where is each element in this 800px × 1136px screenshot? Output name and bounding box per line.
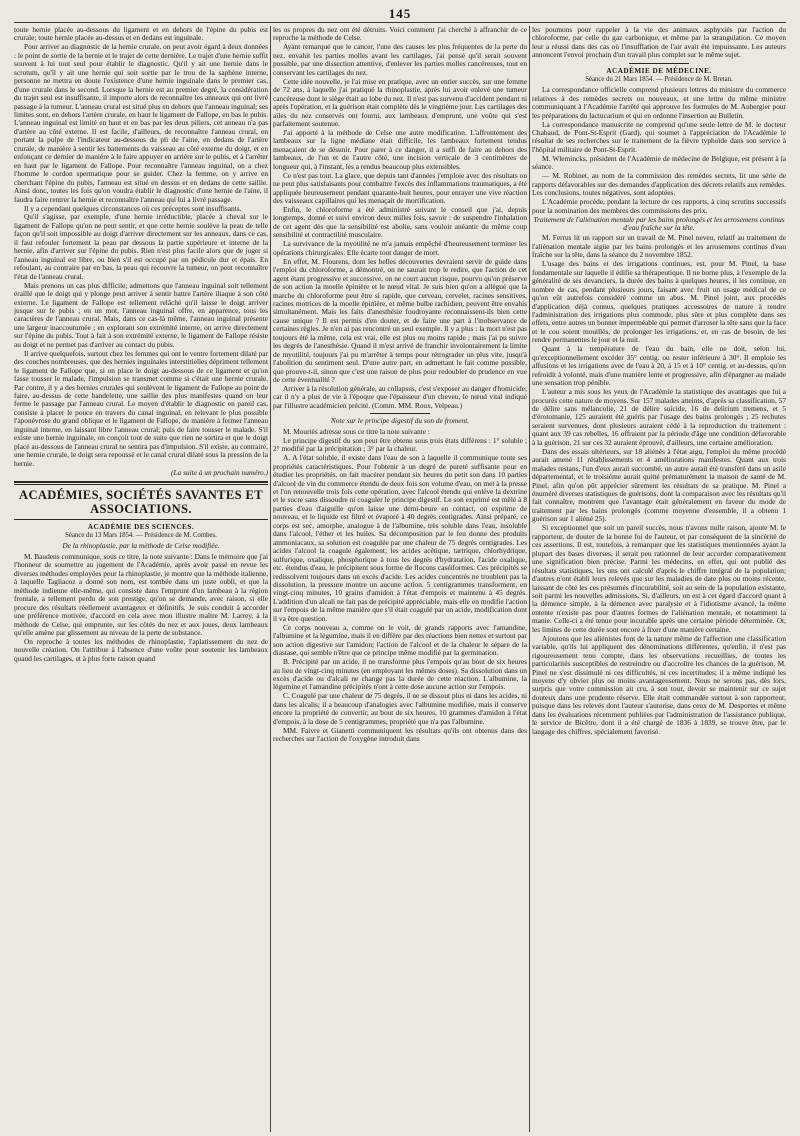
separator [629,63,689,64]
article-title: Note sur le principe digestif du son de froment. [330,416,470,426]
paragraph: La correspondance manuscrite ne comprend qu'une seule lettre de M. le docteur Chabaud, de Pont-St-Esprit (Gard), qui soumet à l'appréciation de l'Académie le résultat de ses recherches sur le traitement de la fièvre typhoïde dans son service à l'hôpital militaire de Pont-St-Esprit. [532,119,786,154]
paragraph: C. Coagulé par une chaleur de 75 degrés, il ne se dissout plus ni dans les acides, ni dans les alcalis; il a beaucoup d'analogies avec l'albumine modifiée, mais il conserve encore la propriété de convertir, au bout de six heures, 10 grammes d'amidon à l'état d'empois, à la dose de 5 centigrammes, propriété que n'a pas l'albumine. [273,691,527,726]
paragraph: La correspondance officielle comprend plusieurs lettres du ministre du commerce relatives à des remèdes secrets ou nouveaux, et une lettre du même ministre communiquant à l'Académie l'arrêté qui approuve les formules de M. Aubergier pour les préparations du lactucarium et qui en ordonne l'insertion au Bulletin. [532,85,786,120]
section-title: ACADÉMIES, SOCIÉTÉS SAVANTES ET ASSOCIATIONS. [19,488,263,517]
paragraph: Il y a cependant quelques circonstances où ces préceptes sont insuffisants. [24,203,242,213]
paragraph: L'usage des bains et des irrigations continues, est, pour M. Pinel, la base fondamentale sur laquelle il édifie sa thérapeutique. Il ne borne plus, à l'exemple de la généralité de ses devanciers, la durée des bains à quelques heures, il les continue, en nombre de cas, pendant plusieurs jours, faisant avec fruit un usage médical de ce qu'on eût autrefois considéré comme un abus. M. Pinel joint, aux procédés d'application déjà connus, quelques pratiques accessoires de nature à rendre l'administration des irrigations plus commode, plus sûre et plus complète dans ses effets, entre autres un bonnet imperméable qui permet d'arroser la tête sans que la face et le cou soient mouillés, de prolonger les irrigations, et, en cas de besoin, de les rendre permanentes le jour et la nuit. [532,259,786,345]
paragraph: J'ai apporté à la méthode de Celse une autre modification. L'affrontement des lambeaux sur la ligne médiane était difficile, les lambeaux fortement tendus menaçaient de se désunir. Pour parer à ce danger, il a suffi de faire au dehors des lambeaux, de l'un et de l'autre côté, une incision verticale de 3 centimètres de longueur qui, à l'instant, les a rendus beaucoup plus extensibles. [273,127,527,171]
paragraph: A. A l'état soluble, il existe dans l'eau de son à laquelle il communique toute ses propriétés caractéristiques. Pour l'obtenir à un degré de pureté suffisante pour en étudier les propriétés, on fait macérer pendant six heures du petit son dans 10 parties d'alcool de vin du commerce étendu de deux fois son volume d'eau, on met à la presse et l'on renouvelle trois fois cette opération, avec l'alcool étendu qui enlève la dextrine et le sucre sans dissoudre ni coaguler le principe digestif. Le son exprimé est mêlé à 8 parties d'eau d'aiguille qu'on laisse une demi-heure en contact, on exprime de nouveau, et le liquide est filtré et évaporé à 40 degrés centigrades. Ainsi préparé, ce corps est sec, amorphe, analogue à de l'albumine, très soluble dans l'eau, insoluble dans l'alcool, l'éther et les huiles. Sa décomposition par le feu donne des produits ammoniacaux, sa solution est coagulée par une chaleur de 75 degrés centigrades. Les acides l'alcool la coagule également; les acides acétique, tartrique, chlorhydrique, sulfurique, oxalique, phosphorique à tous les degrés d'hydratation, l'acide oxalique, etc. étendus d'eau, le précipitent sous forme de flocons caséiformes. Ces précipités se redissolvent toujours dans un excès d'acide. Les acides concentrés ne troublent pas la dissolution, la pressure montre un aucune action. 5 centigrammes transforment, en vingt-cinq minutes, 10 grains d'amidon à l'état d'empois et maintenu à 45 degrés. L'addition d'un alcali ne fait pas de précipité appréciable, mais elle en modifie l'action sur l'empois de la même manière que s'il était coagulé par un acide, modification dont il va être question. [273,453,527,623]
paragraph: M. Wlemincks, président de l'Académie de médecine de Belgique, est présent à la séance. [532,153,786,172]
column-divider [270,26,271,1132]
paragraph: M. Baudens communique, sous ce titre, la note suivante : Dans le mémoire que j'ai l'honneur de soumettre au jugement de l'Académie, après avoir passé en revue les diverses méthodes employées pour la rhinoplastie, je montre que la méthode italienne, à laquelle Tagliacoz a donné son nom, est tombée dans un juste oubli, et que la méthode indienne elle-même, qui consiste dans l'emprunt d'un lambeau à la région frontale, a tellement perdu de son prestige, qu'on se demande, avec raison, si elle procure des résultats réellement avantageux et définitifs. Je suis conduit à accorder une préférence motivée, d'accord en cela avec mon illustre maître M. Larrey, à la méthode de Celse, qui emprunte, sur les côtés du nez et aux joues, deux lambeaux qu'elle amène par glissement au niveau de la perte de substance. [14,551,268,637]
paragraph: MM. Faivre et Gianetti communiquent les résultats qu'ils ont obtenus dans des recherches sur l'action de l'oxygène introduit dans [273,725,527,744]
paragraph: Pour arriver au diagnostic de la hernie crurale, on peut avoir égard à deux données : le point de sortie de la hernie et le trajet de cette dernière. Le trajet d'une hernie suffit souvent à lui tout seul pour établir le diagnostic. Qu'il y ait une hernie dans le scrotum, qu'il y ait une hernie qui soit sortie par le trou de la saphène interne, personne ne mettra en doute l'existence d'une hernie inguinale dans le premier cas, d'une crurale dans le second. Lorsque la hernie est au premier degré, la considération du trajet seul est insuffisante, il importe alors de reconnaître les anneaux qui ont livré passage à la tumeur. L'anneau crural est situé plus en dehors que l'anneau inguinal; ses limites sont, en dehors l'artère crurale, en haut le ligament de Fallope, en bas le pubis. L'anneau inguinal est limité en haut et en bas par les deux piliers, cet anneau n'a pas d'artère au côté externe. Il est facile, d'ailleurs, de reconnaître l'anneau crural, en portant la pulpe de l'indicateur au-dessous du pli de l'aine, en dedans de l'artère crurale, de manière à sentir les battements du vaisseau au côté externe du doigt, et en enfonçant ce dernier de manière à le faire appuyer en arrière sur le pubis, et à l'arrêter en haut par le ligament de Fallope. Pour reconnaître l'anneau inguinal, on a chez l'homme le cordon spermatique pour se guider. Chez la femme, on y arrive en cherchant l'épine du pubis, l'anneau est situé en dessus et en dedans de cette saillie. Ainsi donc, toutes les fois qu'on voudra établir le diagnostic d'une hernie de l'aine, il faudra faire rentrer la hernie et reconnaître l'anneau qui lui a livré passage. [14,42,268,204]
paragraph: Ajoutons que les aliénistes font de la nature même de l'affection une classification variable, qu'ils lui appliquent des dénominations différentes, qu'enfin, il n'est pas rigoureusement tenu compte, dans les observations recueillies, de toutes les particularités susceptibles de restreindre ou d'accroître les chances de la guérison. M. Pinel ne s'est dissimulé ni ces difficultés, ni ces incertitudes; il a même indiqué les moyens d'y obvier plus ou moins avantageusement. Nous ne serons pas, dès lors, surpris que votre commission ait cru, à son tour, devoir se maintenir sur ce sujet douteux dans une prudente réserve. Elle était commandée surtout à son rapporteur, puisque dans les relevés dont l'auteur s'autorise, dans ceux de M. Desportes et même dans les évaluations récemment publiées par l'administration de l'assistance publique, le service de Bicêtre, dont il a été chargé de 1836 à 1839, se trouve être, par le langage des chiffres, spécialement favorisé. [532,633,786,736]
paragraph: L'auteur a mis sous les yeux de l'Académie la statistique des avantages que lui a procurés cette nature de moyens. Sur 157 malades atteints, d'après sa classification, 57 de délire sans mélancolie, 21 de délire suicide, 16 de delirium tremens, et 5 d'érotomanie, 125 auraient été guéris par l'usage des bains prolongés ; 25 rechutes seraient survenues, dont plusieurs auraient cédé à la reproduction du traitement : quant aux 39 cas rebelles, 16 offraient par la période d'âge une condition défavorable à la guérison, 21 sur ces 32 auraient éprouvé, d'ailleurs, une certaine amélioration. [532,387,786,447]
paragraph: M. Ferrus lit un rapport sur un travail de M. Pinel neveu, relatif au traitement de l'aliénation mentale aigüe par les bains prolongés et les arrosemens continus d'eau fraîche sur la tête, dans la séance du 2 novembre 1852. [532,233,786,260]
continued-note: (La suite à un prochain numéro.) [171,467,268,477]
paragraph: La survivance de la myotilité ne m'a jamais empêché d'heureusement terminer les opérations chirurgicales. Elle écarte tout danger de mort. [273,239,527,257]
paragraph: les poumons pour rappeler à la vie des animaux asphyxiés par l'action du chloroforme, par celle du gaz carbonique, et même par la strangulation. Ce moyen leur a réussi dans des cas où l'insufflation de l'air avait été impuissante. Les auteurs annoncent l'envoi prochain d'un travail plus complet sur le même sujet. [532,26,786,60]
paragraph: L'Académie procède, pendant la lecture de ces rapports, à cinq scrutins successifs pour la nomination des membres des commissions des prix. [532,197,786,215]
paragraph: Mais prenons un cas plus difficile; admettons que l'anneau inguinal soit tellement éraillé que le doigt qui y plonge peut arriver à sentir battre l'artère iliaque à son côté externe. Le ligament de Fallope est tellement relâché qu'il laisse le doigt arriver jusque sur le pubis ; en un mot, l'anneau inguinal offre, en apparence, tous les caractères de l'anneau crural. Mais, dans ce cas-là même, l'anneau inguinal présente une largeur inaccoutumée ; en explorant son extrémité interne, on arrive directement sur l'épine du pubis. Tout à fait à son extrémité externe, le ligament de Fallope résiste au doigt et ne permet pas d'arriver au contact du pubis. [14,280,268,349]
paragraph: Il arrive quelquefois, surtout chez les femmes qui ont le ventre fortement dilaté par des couches nombreuses, que des hernies inguinales interstitielles dépriment tellement le ligament de Fallope que, si on place le doigt au-dessous de ce ligament et qu'on fasse tousser le malade, l'impulsion se transmet comme si c'était une hernie crurale. Par contre, il y a des hernies crurales qui soulèvent le ligament de Fallope au point de faire, au-dessus de cette bandelette, une saillie des plus manifestes quand on leur ferme le passage par l'anneau crural. Le moyen d'établir le diagnostic en pareil cas, consiste à placer le pouce en travers du canal inguinal, en relevant le plus possible l'aponévrose du grand oblique et le ligament de Fallope, de manière à fermer l'anneau inguinal interne, en laissant libre l'anneau crural; puis de faire tousser le malade. S'il existe une hernie inguinale, on conçoit tout de suite que rien ne sortira et que le doigt placé au-dessous de l'anneau crural ne sentira pas d'impulsion. S'il existe, au contraire, une hernie crurale, le doigt sera repoussé et le canal crural dilaté sous la pression de la hernie. [14,348,268,468]
paragraph: B. Précipité par un acide, il ne transforme plus l'empois qu'au bout de six heures au lieu de vingt-cinq minutes (en employant les mêmes doses). Sa dissolution dans un excès d'acide ou d'alcali ne change pas la durée de cette réaction. L'albumine, la légumine et l'amandine précipités n'ont à cette dose aucune action sur l'empois. [273,657,527,692]
paragraph: toute hernie placée au-dessous du ligament et en dehors de l'épine du pubis est crurale; toute hernie placée au-dessus et en dedans est inguinale. [14,26,268,43]
paragraph: Si exceptionnel que soit un pareil succès, nous n'avons nulle raison, ajoute M. le rapporteur, de douter de la bonne foi de l'auteur, et par conséquent de la sincérité de ces assertions. Il est, toutefois, à remarquer que les statistiques mentionnées ayant la plupart des bases diverses, il serait peu rationnel de leur accorder comparativement une signification bien précise. Parmi les médecins, en effet, qui ont publié des résultats statistiques, les uns ont calculé d'après le chiffre intégral de la population; d'autres n'ont établi leurs relevés que sur les maladies de date plus ou moins récente, laissant de côté les ces présumés d'incurabilité, soit au sein de la population existante, soit parmi les nouvelles admissions. Si, d'ailleurs, on est à cet égard d'accord quant à la démence simple, à la démence avec paralysie et à l'idiotisme avancé, la même entente n'existe pas pour d'autres formes de l'aliénation mentale, et notamment la manie. Celle-ci a été tenue pour incurable après une certaine période déterminée. Or, les limites de cette durée sont encore à fixer d'une manière certaine. [532,523,786,634]
columns [14,26,786,1132]
section-rule [14,481,268,483]
paragraph: Cette idée nouvelle, je l'ai mise en pratique, avec un entier succès, sur une femme de 72 ans, à laquelle j'ai pratiqué la rhinoplastie, après lui avoir enlevé une tumeur cancéreuse dont le siège était au lobe du nez. Il n'est pas survenu d'accident pendant ni après l'opération, et la guérison était complète dès le vingtième jour. Les cartilages des ailes du nez conservés ont fourni, aux lambeaux d'emprunt, une voûte qui s'est parfaitement soutenue. [273,76,527,128]
paragraph: les os propres du nez ont été détruits. Voici comment j'ai cherché à affranchir de ce reproche la méthode de Celse. [273,26,527,43]
page-number: 145 [388,6,412,21]
column-divider [529,26,530,1132]
article-title: De la rhinoplastie, par la méthode de Celse modifiée. [62,541,220,551]
section-rule [14,519,268,520]
section-rule [14,484,268,485]
paragraph: Le principe digestif du son peut être obtenu sous trois états différens : 1° soluble ; 2° modifié par la précipitation ; 3° par la chaleur. [273,435,527,454]
separator [370,413,430,414]
paragraph: — M. Robinet, au nom de la commission des remèdes secrets, lit une série de rapports défavorables sur des demandes d'application des décrets relatifs aux remèdes. Les conclusions, toutes négatives, sont adoptées. [532,171,786,198]
paragraph: Quant à la température de l'eau du bain, elle ne doit, selon lui, qu'exceptionnellement excéder 35° centig. ou rester inférieure à 30°. Il emploie les affusions et les irrigations avec de l'eau à 20, à 15 et à 10° centig. et au-dessus, qu'on refroidit à volonté, mais d'une manière lente et progressive, afin d'épargner au malade une sensation trop pénible. [532,344,786,388]
paragraph: Ayant remarqué que le cancer, l'une des causes les plus fréquentes de la perte du nez, envahit les parties molles avant les cartilages, j'ai pensé qu'il serait souvent possible, par une dissection attentive, d'enlever les parties molles cancéreuses, tout en conservant les cartilages du nez. [273,42,527,77]
academy-heading: ACADÉMIE DE MÉDECINE. [606,66,712,75]
paragraph: Enfin, le chloroforme a été administré suivant le conseil que j'ai, depuis longtemps, donné et suivi environ deux milles fois, savoir : de suspendre l'inhalation de cet agent dès que la sensibilité est abolie, sans vouloir anéantir du même coup sensibilité et contractilité musculaire. [273,205,527,240]
paragraph: On reproche à toutes les méthodes de rhinoplastie, l'aplatissement du nez de nouvelle création. On l'attribue à l'absence d'une voûte pour soutenir les lambeaux quand les cartilages, et à plus forte raison quand [14,636,268,663]
article-title: Traitement de l'aliénation mentale par les bains prolongés et les arrosemens continus d'eau fraîche sur la tête. [533,214,785,232]
academy-heading: ACADÉMIE DES SCIENCES. [87,523,195,532]
paragraph: Arriver à la résolution générale, au collapsus, c'est s'exposer au danger d'homicide; car il n'y a plus de vie à l'époque que l'épaisseur d'un cheveu, le nœud vital indiqué par l'illustre académicien précité. (Comm. MM. Roux, Velpeau.) [273,384,527,410]
paragraph: Ce corps nouveau a, comme on le voit, de grands rapports avec l'amandine, l'albumine et la légumine, mais il en diffère par des réactions bien nettes et surtout par son action digestive sur l'amidon; l'action de l'alcool et de la chaleur le sépare de la diastase, qui semble n'être que ce principe même modifié par la germination. [273,622,527,658]
header-rule [14,22,786,23]
paragraph: Qu'il s'agisse, par exemple, d'une hernie irréductible, placée à cheval sur le ligament de Fallope qu'on ne peut sentir, et que cette hernie soulève la peau de telle façon qu'il soit impossible au doigt d'arriver directement sur les anneaux, dans ce cas, il faut refouler fortement la peau par dessous la partie supérieure et interne de la hernie, afin d'arriver sur l'épine du pubis. Rien n'est plus facile alors que de juger si l'anneau inguinal est libre, ou bien s'il est occupé par un pédicule dur et épais. En refoulant, au contraire par en bas, la peau qui recouvre la tumeur, on peut reconnaître l'état de l'anneau crural. [14,212,268,281]
session-line: Séance du 21 Mars 1854. — Présidence de M. Bretan. [585,75,733,83]
paragraph: Ce n'est pas tout. La glace, que depuis tant d'années j'emploie avec des résultats on ne peut plus satisfaisants pour combattre l'excès des inflammations traumatiques, a été appliquée heureusement pendant quarante-huit heures, pour enrayer une vive réaction des vaisseaux capillaires qui les menaçait de mortification. [273,170,527,206]
column-2 [273,26,527,1132]
paragraph: Dans des essais ultérieurs, sur 18 aliénés à l'état aigu, l'emploi du même procédé aurait amené 11 rétablissements et 4 améliorations manifestes. Quant aux trois malades restans, l'un d'eux aurait succombé, un autre aurait été transféré dans un asile départemental, et le troisième aurait quitté prématurément la maison de santé de M. Pinel, afin qu'on pût apprécier sûrement les résultats de sa pratique. M. Pinel a énuméré diverses statistiques de guérisons, dont la comparaison avec les résultats qu'il fait connaître, montrent que l'avantage était généralement en faveur du mode de traitement par les bains prolongés (comme moyenne d'ensemble, il a obtenu 1 guérison sur 1 aliéné 25). [532,446,786,524]
column-1 [14,26,268,1132]
paragraph: M. Mouriès adresse sous ce titre la note suivante : [283,426,430,436]
paragraph: En effet, M. Flourens, dont les belles découvertes devraient servir de guide dans l'emploi du chloroforme, a démontré, on ne saurait trop le redire, que l'action de cet agent étant progressive et successive, on ne court aucun risque, pourvu qu'on préserve de son action la moelle épinière et le nœud vital. Je suis bien qu'on a allégué que la marche du chloroforme peut être si rapide, que cerveau, cervelet, racines sensitives, racines motrices de la moelle épinière, et même bulbe rachidien, peuvent être envahis simultanément. Mais les faits d'anesthésie foudroyante reconnaissent-ils bien cette cause unique ? Il est permis d'en douter, et de faire une part à l'inobservance de certaines règles. Je n'en ai pas rencontré un seul exemple. Il y a plus : la mort n'est pas toujours été la même, cela est vrai, elle est plus ou moins rapide ; mais j'ai pu suivre les degrés de l'anesthésie. Quand il m'est arrivé de franchir involontairement la limite de myotilité, toujours j'ai pu m'arrêter à temps pour rétrograder un plus vite, jusqu'à l'abolition du sentiment seul. D'une autre part, en admettant le fait comme possible, que prouve-t-il, sinon que c'est une raison de plus pour redoubler de prudence en vue de cette éventualité ? [273,256,527,385]
session-line: Séance du 13 Mars 1854. — Présidence de M. Combes. [65,531,217,539]
column-3 [532,26,786,1132]
